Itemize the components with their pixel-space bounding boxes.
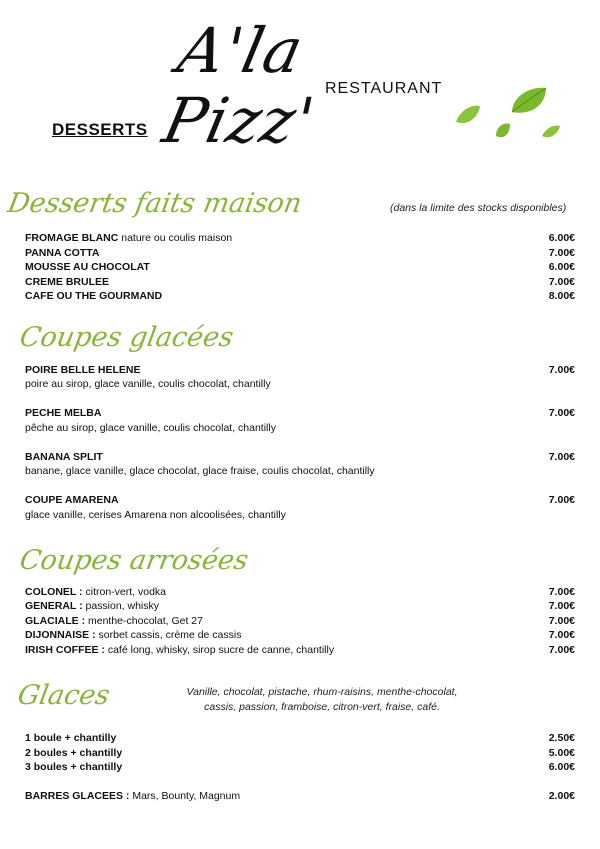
section-title-coupes-arrosees: Coupes arrosées <box>17 545 251 576</box>
section-title-faits-maison: Desserts faits maison <box>5 188 305 219</box>
menu-item: 1 boule + chantilly 2.50€ <box>25 732 575 744</box>
page-title: DESSERTS <box>52 120 148 139</box>
item-price: 7.00€ <box>548 407 575 419</box>
menu-item: BANANA SPLIT 7.00€ <box>25 451 575 463</box>
flavours-note: Vanille, chocolat, pistache, rhum-raisins, menthe-chocolat, cassis, passion, framboise, citron-vert, fraise, café. <box>186 686 458 713</box>
item-price: 7.00€ <box>548 629 575 641</box>
menu-item: BARRES GLACEES : Mars, Bounty, Magnum 2.00€ <box>25 790 575 802</box>
item-price: 7.00€ <box>548 494 575 506</box>
item-price: 7.00€ <box>548 364 575 376</box>
menu-item: COLONEL : citron-vert, vodka 7.00€ <box>25 586 575 598</box>
item-description: pêche au sirop, glace vanille, coulis chocolat, chantilly <box>25 422 276 434</box>
item-price: 7.00€ <box>548 247 575 259</box>
restaurant-logo <box>156 14 444 157</box>
section-title-glaces: Glaces <box>15 680 113 711</box>
menu-item: PANNA COTTA 7.00€ <box>25 247 575 259</box>
basil-leaves-icon <box>450 84 570 164</box>
section-title-coupes-glacees: Coupes glacées <box>17 322 236 353</box>
logo-subtitle: RESTAURANT <box>325 80 443 97</box>
menu-item: DIJONNAISE : sorbet cassis, crème de cassis 7.00€ <box>25 629 575 641</box>
menu-item: 2 boules + chantilly 5.00€ <box>25 747 575 759</box>
menu-item: GLACIALE : menthe-chocolat, Get 27 7.00€ <box>25 615 575 627</box>
menu-item: 3 boules + chantilly 6.00€ <box>25 761 575 773</box>
stock-note: (dans la limite des stocks disponibles) <box>390 202 567 214</box>
menu-item: CREME BRULEE 7.00€ <box>25 276 575 288</box>
menu-item: PECHE MELBA 7.00€ <box>25 407 575 419</box>
menu-item: IRISH COFFEE : café long, whisky, sirop sucre de canne, chantilly 7.00€ <box>25 644 575 656</box>
item-description: glace vanille, cerises Amarena non alcoolisées, chantilly <box>25 509 286 521</box>
item-price: 7.00€ <box>548 276 575 288</box>
menu-item: POIRE BELLE HELENE 7.00€ <box>25 364 575 376</box>
menu-item: COUPE AMARENA 7.00€ <box>25 494 575 506</box>
item-price: 7.00€ <box>548 586 575 598</box>
menu-item: CAFE OU THE GOURMAND 8.00€ <box>25 290 575 302</box>
item-price: 7.00€ <box>548 644 575 656</box>
menu-item: MOUSSE AU CHOCOLAT 6.00€ <box>25 261 575 273</box>
item-price: 8.00€ <box>548 290 575 302</box>
item-price: 7.00€ <box>548 600 575 612</box>
menu-item: GENERAL : passion, whisky 7.00€ <box>25 600 575 612</box>
menu-item: FROMAGE BLANC nature ou coulis maison 6.00€ <box>25 232 575 244</box>
item-description: banane, glace vanille, glace chocolat, glace fraise, coulis chocolat, chantilly <box>25 465 375 477</box>
item-price: 7.00€ <box>548 451 575 463</box>
item-price: 2.50€ <box>548 732 575 744</box>
item-price: 7.00€ <box>548 615 575 627</box>
logo-script: A'la Pizz' <box>156 14 322 157</box>
item-price: 6.00€ <box>548 761 575 773</box>
item-price: 2.00€ <box>548 790 575 802</box>
item-description: poire au sirop, glace vanille, coulis chocolat, chantilly <box>25 378 271 390</box>
item-price: 6.00€ <box>548 232 575 244</box>
item-price: 6.00€ <box>548 261 575 273</box>
item-price: 5.00€ <box>548 747 575 759</box>
